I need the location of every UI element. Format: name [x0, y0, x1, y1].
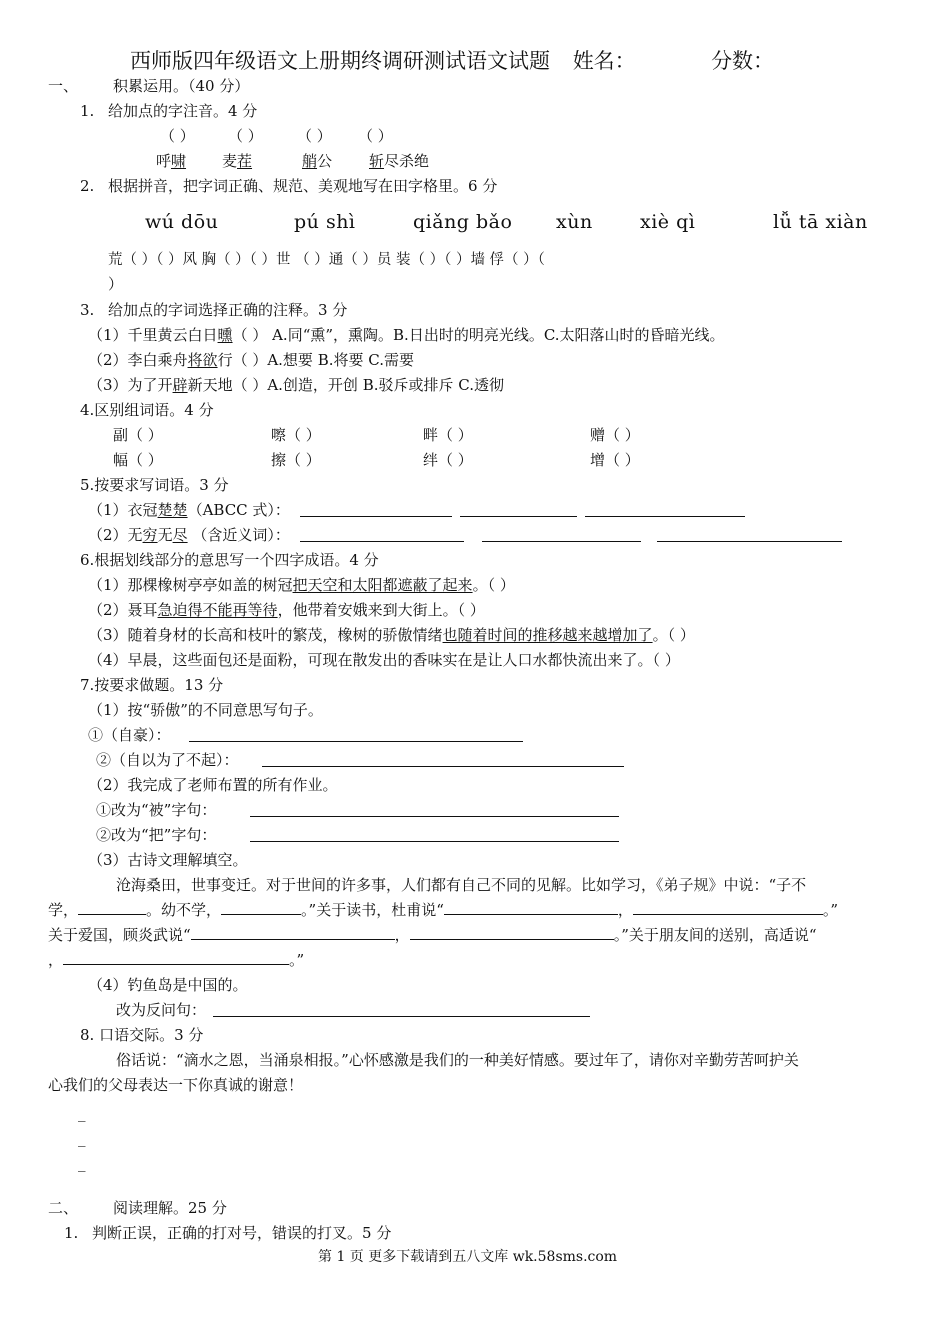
answer-dash-2[interactable]: _ [78, 1129, 86, 1147]
poem-blank-3[interactable] [444, 900, 618, 915]
pinyin-6: lǚ tā xiàn [773, 211, 868, 233]
q5-2-blank-1[interactable] [300, 527, 464, 542]
q3-item-2: （2）李白乘舟将欲行（ ）A.想要 B.将要 C.需要 [88, 351, 414, 369]
q8-para-2: 心我们的父母表达一下你真诚的谢意！ [48, 1076, 304, 1094]
q1-paren-2: （ ） [228, 127, 263, 145]
pinyin-4: xùn [556, 211, 593, 233]
q7-rhetorical-blank[interactable] [213, 1002, 590, 1017]
q7-d-label: ②改为“把”字句： [96, 826, 217, 844]
q1-word-2: 麦茬 [222, 152, 253, 170]
poem-blank-2[interactable] [221, 900, 301, 915]
q4-r2-c4: 增（ ） [590, 451, 640, 469]
q2-text: 根据拼音，把字词正确、规范、美观地写在田字格里。6 分 [108, 177, 498, 195]
answer-dash-3[interactable]: _ [78, 1154, 86, 1172]
section-2-heading: 阅读理解。25 分 [113, 1199, 227, 1217]
q4-text: 4.区别组词语。4 分 [80, 401, 214, 419]
poem-blank-1[interactable] [78, 900, 146, 915]
q5-1-blank-3[interactable] [585, 502, 745, 517]
q4-r2-c1: 幅（ ） [113, 451, 163, 469]
q8-text: 8. 口语交际。3 分 [80, 1026, 204, 1044]
q5-1-blank-2[interactable] [460, 502, 577, 517]
name-label: 姓名： [572, 49, 636, 73]
score-label: 分数： [711, 49, 775, 73]
q4-r1-c1: 副（ ） [113, 426, 163, 444]
q8-para-1: 俗话说：“滴水之恩，当涌泉相报。”心怀感激是我们的一种美好情感。要过年了，请你对辛勤劳苦呵护关 [116, 1051, 799, 1069]
q1-word-4: 斩尽杀绝 [369, 152, 430, 170]
q7-sub2: （2）我完成了老师布置的所有作业。 [88, 776, 338, 794]
q4-r1-c2: 嚓（ ） [271, 426, 321, 444]
q7-sub3: （3）古诗文理解填空。 [88, 851, 248, 869]
q7-sub4: （4）钓鱼岛是中国的。 [88, 976, 248, 994]
page-footer: 第 1 页 更多下载请到五八文库 wk.58sms.com [318, 1249, 618, 1265]
pinyin-5: xiè qì [640, 211, 696, 233]
q1-number: 1. [80, 102, 95, 120]
q7-a-blank[interactable] [189, 727, 523, 742]
q7-poem-line-3: 关于爱国，顾炎武说“ ， 。”关于朋友间的送别，高适说“ [48, 926, 817, 944]
q1-word-3: 艄公 [302, 152, 333, 170]
q6-item-3: （3）随着身材的长高和枝叶的繁茂，橡树的骄傲情绪也随着时间的推移越来越增加了。（ ） [88, 626, 695, 644]
q5-text: 5.按要求写词语。3 分 [80, 476, 229, 494]
q7-c-label: ①改为“被”字句： [96, 801, 217, 819]
q7-poem-line-4: ， 。” [48, 951, 305, 969]
q1-text: 给加点的字注音。4 分 [108, 102, 258, 120]
q4-r2-c3: 绊（ ） [423, 451, 473, 469]
q3-text: 给加点的字词选择正确的注释。3 分 [108, 301, 348, 319]
s2-q1-text: 判断正误，正确的打对号，错误的打叉。5 分 [92, 1224, 392, 1242]
poem-blank-5[interactable] [191, 925, 395, 940]
q7-b-label: ②（自以为了不起）： [96, 751, 239, 769]
pinyin-1: wú dōu [145, 211, 219, 233]
section-1-number: 一、 [48, 77, 79, 95]
q4-r2-c2: 擦（ ） [271, 451, 321, 469]
s2-q1-number: 1. [64, 1224, 79, 1242]
q6-item-2: （2）聂耳急迫得不能再等待，他带着安娥来到大街上。（ ） [88, 601, 485, 619]
q5-item-1: （1）衣冠楚楚（ABCC 式）： [88, 501, 290, 519]
q7-b-blank[interactable] [262, 752, 624, 767]
q2-answer-line: 荒（ ）（ ）风 胸（ ）（ ）世 （ ）通（ ）员 装（ ）（ ）墙 俘（ ）（ [108, 252, 545, 268]
q2-answer-line-2: ） [108, 275, 124, 293]
q1-paren-3: （ ） [297, 127, 332, 145]
q4-r1-c3: 畔（ ） [423, 426, 473, 444]
q7-poem-line-1: 沧海桑田，世事变迁。对于世间的许多事，人们都有自己不同的见解。比如学习，《弟子规》中说：“子不 [116, 876, 807, 894]
q5-item-2: （2）无穷无尽 （含近义词）： [88, 526, 290, 544]
q3-number: 3. [80, 301, 95, 319]
q5-2-blank-2[interactable] [482, 527, 641, 542]
q7-rhetorical-label: 改为反问句： [116, 1001, 207, 1019]
exam-title: 西师版四年级语文上册期终调研测试语文试题 [130, 49, 550, 73]
q6-item-1: （1）那棵橡树亭亭如盖的树冠把天空和太阳都遮蔽了起来。（ ） [88, 576, 515, 594]
q7-d-blank[interactable] [250, 827, 619, 842]
q7-poem-line-2: 学， 。幼不学， 。”关于读书，杜甫说“ ， 。” [48, 901, 839, 919]
q3-item-3: （3）为了开辟新天地（ ）A.创造，开创 B.驳斥或排斥 C.透彻 [88, 376, 504, 394]
q7-sub1: （1）按“骄傲”的不同意思写句子。 [88, 701, 323, 719]
q4-r1-c4: 赠（ ） [590, 426, 640, 444]
q6-text: 6.根据划线部分的意思写一个四字成语。4 分 [80, 551, 379, 569]
poem-blank-7[interactable] [63, 950, 289, 965]
page-title [130, 47, 774, 75]
q1-paren-4: （ ） [358, 127, 393, 145]
q2-number: 2. [80, 177, 95, 195]
q5-1-blank-1[interactable] [300, 502, 452, 517]
poem-blank-6[interactable] [410, 925, 614, 940]
pinyin-3: qiǎng bǎo [413, 211, 513, 233]
answer-dash-1[interactable]: _ [78, 1104, 86, 1122]
section-2-number: 二、 [48, 1199, 79, 1217]
poem-blank-4[interactable] [633, 900, 823, 915]
q1-word-1: 呼啸 [156, 152, 187, 170]
q7-text: 7.按要求做题。13 分 [80, 676, 224, 694]
q6-item-4: （4）早晨，这些面包还是面粉，可现在散发出的香味实在是让人口水都快流出来了。（ ） [88, 651, 680, 669]
pinyin-2: pú shì [294, 211, 356, 233]
q7-a-label: ①（自豪）： [88, 726, 171, 744]
section-1-heading: 积累运用。（40 分） [113, 77, 250, 95]
q3-item-1: （1）千里黄云白日曛（ ） A.同“熏”，熏陶。B.日出时的明亮光线。C.太阳落山时的昏暗光线。 [88, 326, 725, 344]
q1-paren-1: （ ） [160, 127, 195, 145]
q7-c-blank[interactable] [250, 802, 619, 817]
q5-2-blank-3[interactable] [657, 527, 842, 542]
